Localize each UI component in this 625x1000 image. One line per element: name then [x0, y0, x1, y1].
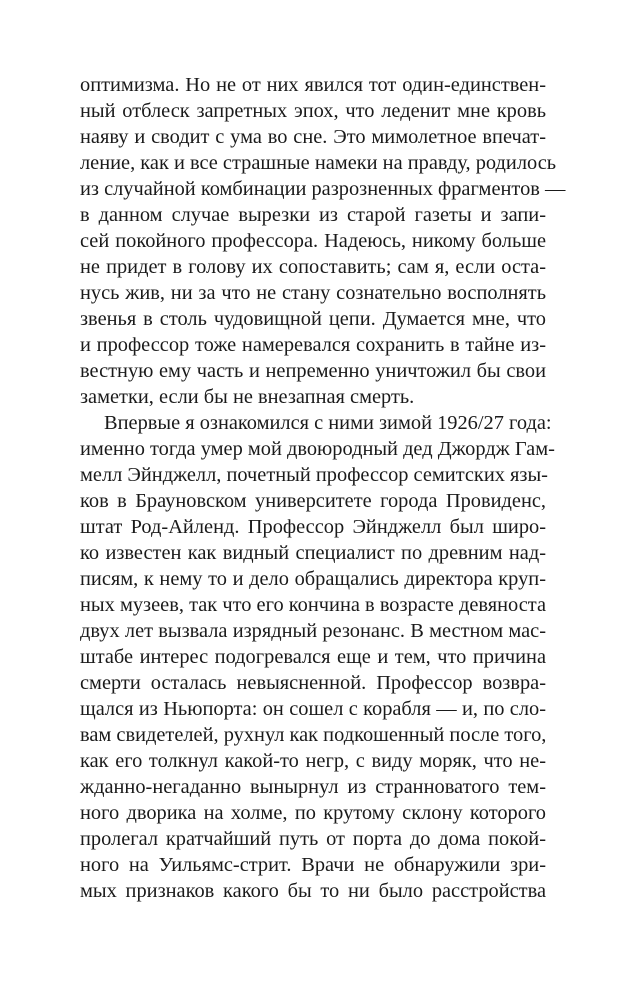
text-line: наяву и сводит с ума во сне. Это мимолетное впечат- [80, 126, 546, 148]
text-line: ных музеев, так что его кончина в возрасте девяноста [80, 594, 546, 616]
text-line: вестную ему часть и непременно уничтожил бы свои [80, 360, 546, 382]
text-line: звенья в столь чудовищной цепи. Думается мне, что [80, 308, 546, 330]
text-line: мелл Эйнджелл, почетный профессор семитских язы- [80, 464, 548, 486]
text-line: не придет в голову их сопоставить; сам я, если оста- [80, 256, 546, 278]
text-line: ного на Уильямс-стрит. Врачи не обнаружили зри- [80, 854, 546, 876]
text-line: оптимизма. Но не от них явился тот один-единствен- [80, 74, 546, 96]
paragraph [80, 410, 555, 904]
text-line: ко известен как видный специалист по древним над- [80, 542, 546, 564]
text-line: писям, к нему то и дело обращались директора круп- [80, 568, 546, 590]
text-line: из случайной комбинации разрозненных фрагментов — [80, 178, 566, 200]
text-line: ный отблеск запретных эпох, что леденит мне кровь [80, 100, 546, 122]
text-line: в данном случае вырезки из старой газеты и запи- [80, 204, 546, 226]
text-line: штат Род-Айленд. Профессор Эйнджелл был широ- [80, 516, 546, 538]
text-line: ление, как и все страшные намеки на правду, родилось [80, 152, 557, 174]
paragraph [80, 72, 566, 410]
text-line: штабе интерес подогревался еще и тем, что причина [80, 646, 546, 668]
text-line: двух лет вызвала изрядный резонанс. В местном мас- [80, 620, 546, 642]
text-line: смерти осталась невыясненной. Профессор возвра- [80, 672, 546, 694]
page-text [80, 72, 566, 904]
text-line: пролегал кратчайший путь от порта до дома покой- [80, 828, 546, 850]
text-line: вам свидетелей, рухнул как подкошенный после того, [80, 724, 547, 746]
text-line: ного дворика на холме, по крутому склону которого [80, 802, 546, 824]
text-line: именно тогда умер мой двоюродный дед Джордж Гам- [80, 438, 555, 460]
text-line: заметки, если бы не внезапная смерть. [80, 386, 415, 408]
text-line: жданно-негаданно вынырнул из странноватого тем- [80, 776, 546, 798]
text-line: Впервые я ознакомился с ними зимой 1926/27 года: [104, 412, 552, 434]
text-line: ков в Брауновском университете города Провиденс, [80, 490, 546, 512]
text-line: и профессор тоже намеревался сохранить в тайне из- [80, 334, 546, 356]
text-line: нусь жив, ни за что не стану сознательно восполнять [80, 282, 546, 304]
text-line: как его толкнул какой-то негр, с виду моряк, что не- [80, 750, 546, 772]
text-line: мых признаков какого бы то ни было расстройства [80, 880, 546, 902]
text-line: сей покойного профессора. Надеюсь, никому больше [80, 230, 546, 252]
text-line: щался из Ньюпорта: он сошел с корабля — и, по сло- [80, 698, 546, 720]
